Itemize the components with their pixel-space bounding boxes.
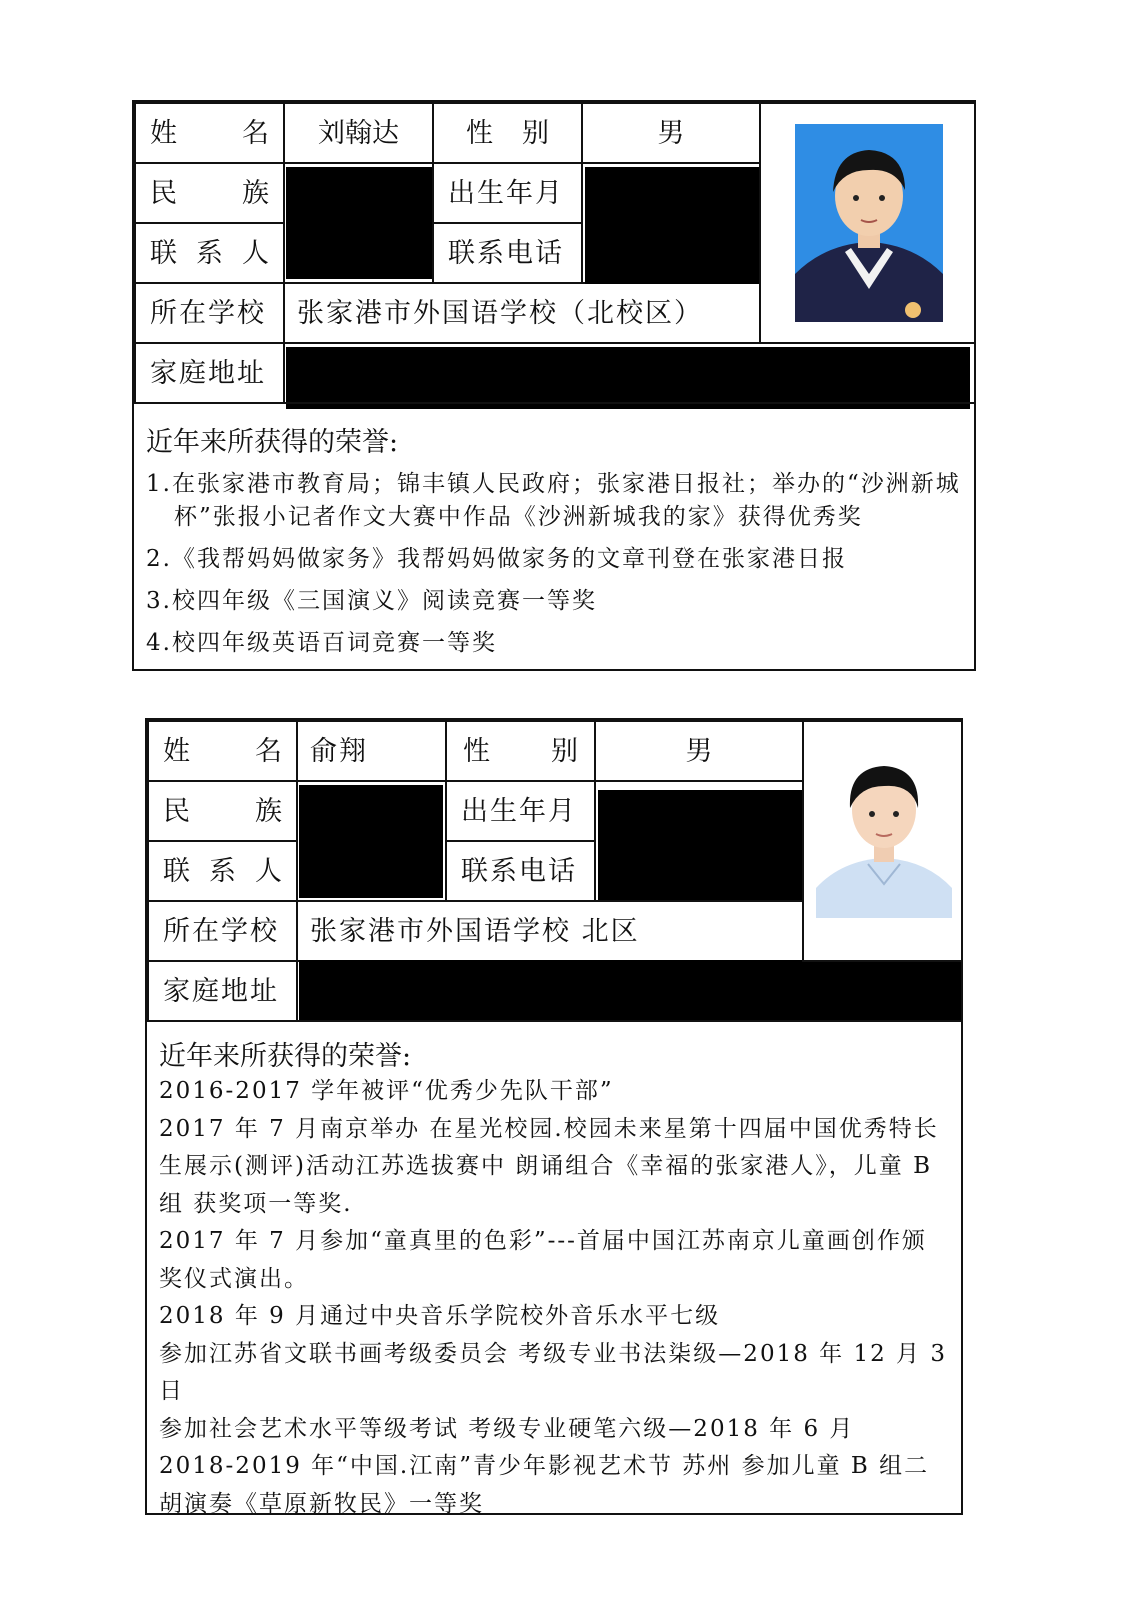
ethnicity-label: 民 族 (147, 780, 298, 842)
contact-label: 联 系 人 (134, 222, 285, 284)
name-label: 姓 名 (134, 102, 285, 164)
school-label: 所在学校 (147, 900, 298, 962)
student-card-2 (145, 718, 963, 1515)
name-label: 姓 名 (147, 720, 298, 782)
honors-section (134, 402, 974, 660)
honors-list (146, 468, 962, 660)
ethnicity-label: 民 族 (134, 162, 285, 224)
redacted-address (286, 347, 970, 409)
gender-value: 男 (581, 102, 761, 164)
birth-label: 出生年月 (432, 162, 583, 224)
list-item: 1.在张家港市教育局；锦丰镇人民政府；张家港日报社；举办的“沙洲新城杯”张报小记者作文大赛中作品《沙洲新城我的家》获得优秀奖 (146, 471, 961, 530)
contact-label: 联 系 人 (147, 840, 298, 902)
list-item: 2018 年 9 月通过中央音乐学院校外音乐水平七级 (159, 1303, 721, 1329)
honors-section (147, 1020, 961, 1523)
student-card-1 (132, 100, 976, 671)
phone-label: 联系电话 (445, 840, 596, 902)
gender-label: 性 别 (445, 720, 596, 782)
birth-label: 出生年月 (445, 780, 596, 842)
honors-list (159, 1073, 949, 1523)
list-item: 2016-2017 学年被评“优秀少先队干部” (159, 1078, 614, 1104)
school-value: 张家港市外国语学校（北校区） (283, 282, 761, 344)
redacted-birth-phone (585, 167, 759, 284)
name-value: 俞翔 (296, 720, 447, 782)
gender-label: 性 别 (432, 102, 583, 164)
list-item: 2017 年 7 月参加“童真里的色彩”---首届中国江苏南京儿童画创作颁奖仪式演出。 (159, 1228, 927, 1292)
redacted-address (299, 960, 961, 1022)
redacted-ethnicity-contact (286, 167, 432, 279)
student-photo-2 (816, 748, 952, 918)
redacted-ethnicity-contact (299, 785, 443, 898)
list-item: 2017 年 7 月南京举办 在星光校园.校园未来星第十四届中国优秀特长生展示(测评)活动江苏选拔赛中 朗诵组合《幸福的张家港人》，儿童 B组 获奖项一等奖. (159, 1115, 939, 1217)
honors-title: 近年来所获得的荣誉: (159, 1041, 412, 1072)
student-photo-1 (795, 124, 943, 322)
address-label: 家庭地址 (134, 342, 285, 404)
gender-value: 男 (594, 720, 804, 782)
list-item: 2.《我帮妈妈做家务》我帮妈妈做家务的文章刊登在张家港日报 (146, 546, 847, 572)
name-value: 刘翰达 (283, 102, 434, 164)
school-value: 张家港市外国语学校 北区 (296, 900, 804, 962)
list-item: 4.校四年级英语百词竞赛一等奖 (146, 630, 497, 656)
address-label: 家庭地址 (147, 960, 298, 1022)
school-label: 所在学校 (134, 282, 285, 344)
list-item: 参加社会艺术水平等级考试 考级专业硬笔六级—2018 年 6 月 (159, 1415, 855, 1442)
honors-title: 近年来所获得的荣誉: (146, 427, 399, 458)
phone-label: 联系电话 (432, 222, 583, 284)
list-item: 2018-2019 年“中国.江南”青少年影视艺术节 苏州 参加儿童 B 组二胡演奏《草原新牧民》一等奖 (159, 1453, 930, 1517)
redacted-birth-phone (598, 790, 802, 900)
list-item: 参加江苏省文联书画考级委员会 考级专业书法柒级—2018 年 12 月 3 日 (159, 1340, 947, 1404)
list-item: 3.校四年级《三国演义》阅读竞赛一等奖 (146, 588, 597, 614)
